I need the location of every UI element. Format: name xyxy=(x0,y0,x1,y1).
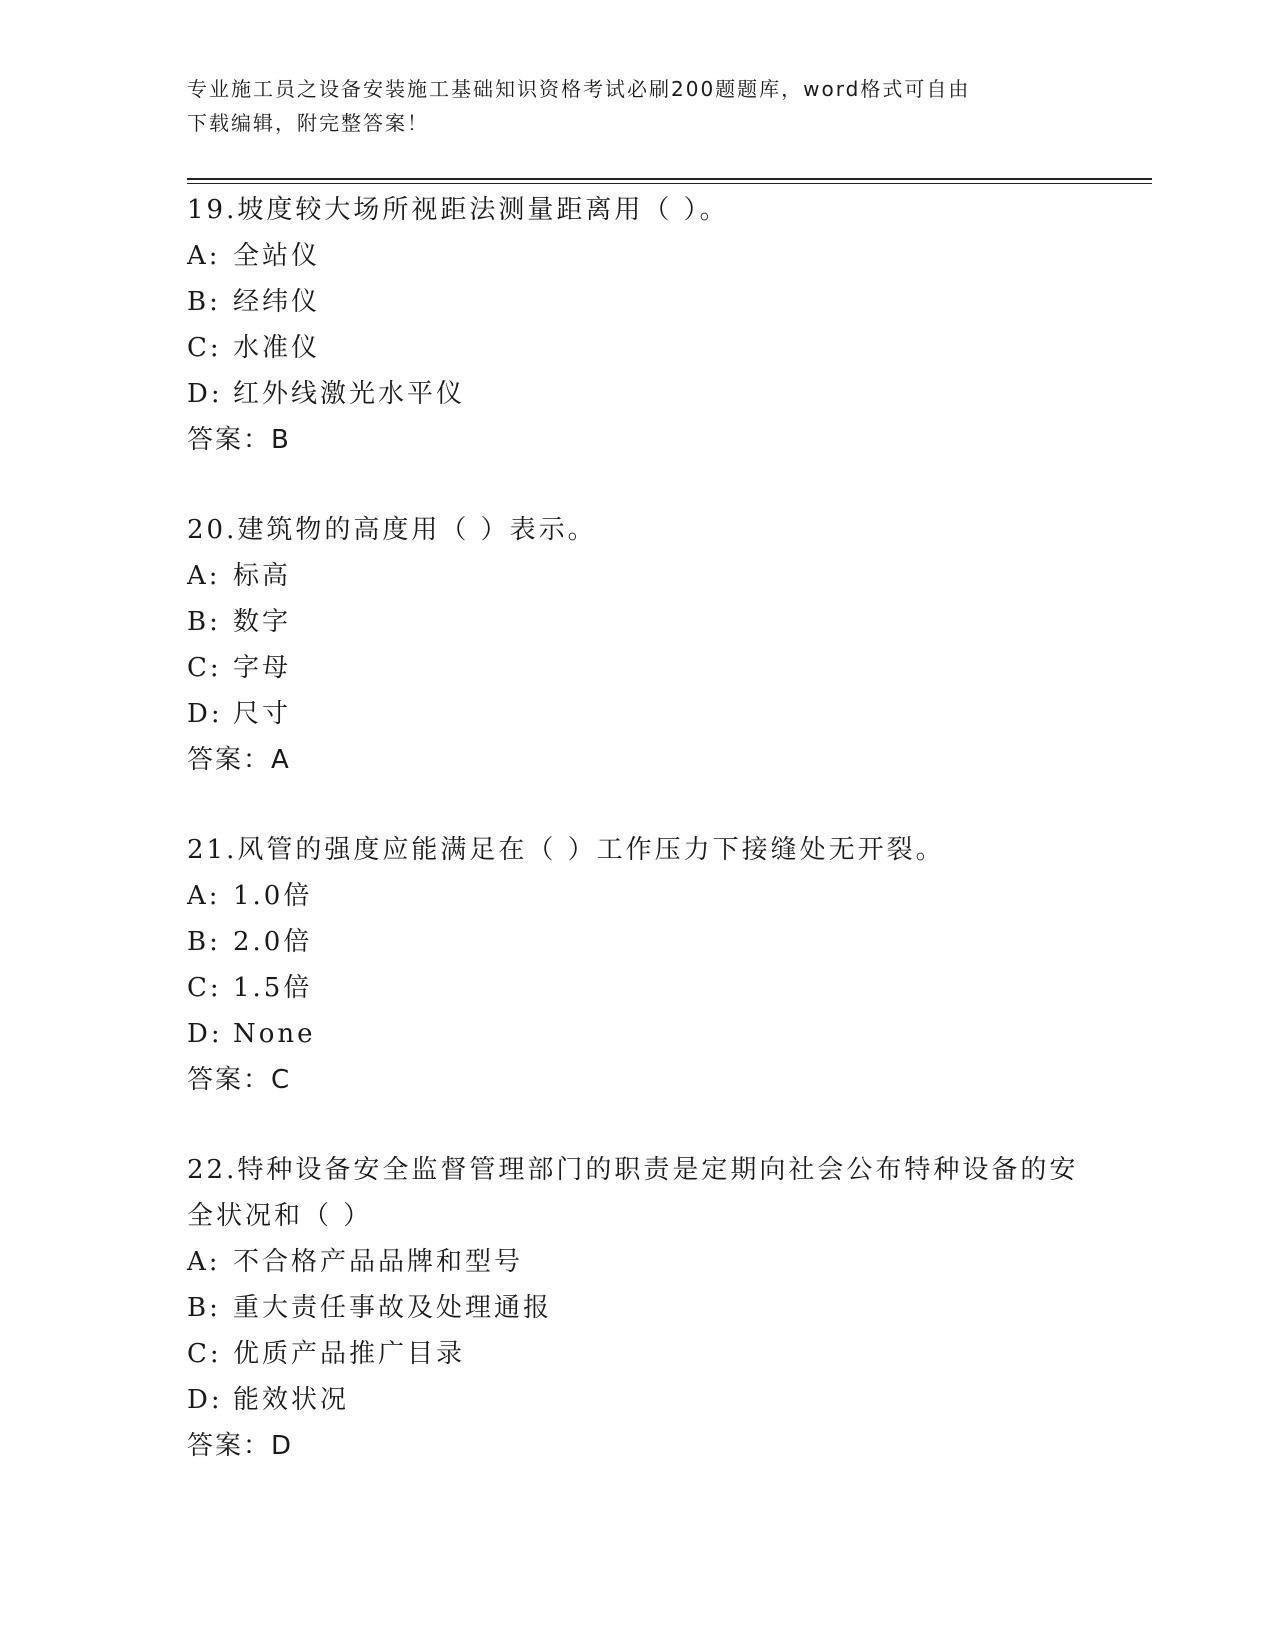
option-text: 1.0倍 xyxy=(233,881,313,911)
option-d xyxy=(187,371,1087,417)
option-c xyxy=(187,1331,1087,1377)
option-text: 水准仪 xyxy=(233,333,321,363)
option-text: 全站仪 xyxy=(233,241,321,271)
option-letter: A: xyxy=(187,1247,221,1277)
document-header xyxy=(187,72,1087,140)
option-letter: C: xyxy=(187,1339,222,1369)
option-b xyxy=(187,919,1087,965)
option-text: 经纬仪 xyxy=(233,287,321,317)
option-letter: D: xyxy=(187,1385,223,1415)
option-letter: D: xyxy=(187,699,223,729)
question-21 xyxy=(187,827,1087,1103)
header-line-2: 下载编辑，附完整答案！ xyxy=(187,111,429,135)
option-text: 不合格产品品牌和型号 xyxy=(233,1247,524,1277)
option-text: 重大责任事故及处理通报 xyxy=(233,1293,553,1323)
option-d xyxy=(187,1377,1087,1423)
option-text: 优质产品推广目录 xyxy=(233,1339,466,1369)
option-a xyxy=(187,1239,1087,1285)
option-letter: D: xyxy=(187,379,223,409)
option-text: 红外线激光水平仪 xyxy=(233,379,466,409)
option-letter: B: xyxy=(187,1293,221,1323)
question-stem: 19.坡度较大场所视距法测量距离用（ ）。 xyxy=(187,195,729,225)
option-letter: A: xyxy=(187,241,221,271)
option-text: None xyxy=(233,1019,316,1049)
option-letter: A: xyxy=(187,881,221,911)
option-letter: D: xyxy=(187,1019,223,1049)
option-text: 尺寸 xyxy=(233,699,292,729)
option-text: 2.0倍 xyxy=(233,927,313,957)
header-line-1: 专业施工员之设备安装施工基础知识资格考试必刷200题题库，word格式可自由 xyxy=(187,77,971,101)
option-text: 字母 xyxy=(233,653,292,683)
option-letter: B: xyxy=(187,927,221,957)
option-d xyxy=(187,1011,1087,1057)
option-letter: B: xyxy=(187,607,221,637)
option-a xyxy=(187,233,1087,279)
answer-line: 答案：C xyxy=(187,1065,292,1095)
option-b xyxy=(187,1285,1087,1331)
question-20 xyxy=(187,507,1087,783)
question-stem: 21.风管的强度应能满足在（ ）工作压力下接缝处无开裂。 xyxy=(187,835,945,865)
answer-line: 答案：B xyxy=(187,425,291,455)
option-a xyxy=(187,553,1087,599)
header-divider-thick xyxy=(187,178,1152,180)
answer-line: 答案：A xyxy=(187,745,291,775)
option-c xyxy=(187,325,1087,371)
question-19 xyxy=(187,187,1087,463)
option-text: 能效状况 xyxy=(233,1385,350,1415)
option-c xyxy=(187,965,1087,1011)
option-letter: A: xyxy=(187,561,221,591)
option-d xyxy=(187,691,1087,737)
question-list xyxy=(187,187,1087,1513)
option-letter: C: xyxy=(187,333,222,363)
option-text: 1.5倍 xyxy=(233,973,313,1003)
option-letter: C: xyxy=(187,973,222,1003)
option-letter: B: xyxy=(187,287,221,317)
question-stem: 20.建筑物的高度用（ ）表示。 xyxy=(187,515,597,545)
question-22 xyxy=(187,1147,1087,1469)
option-text: 标高 xyxy=(233,561,292,591)
option-text: 数字 xyxy=(233,607,292,637)
header-divider-thin xyxy=(187,183,1152,184)
option-letter: C: xyxy=(187,653,222,683)
question-stem: 22.特种设备安全监督管理部门的职责是定期向社会公布特种设备的安全状况和（ ） xyxy=(187,1155,1079,1231)
option-b xyxy=(187,279,1087,325)
answer-line: 答案：D xyxy=(187,1431,294,1461)
option-a xyxy=(187,873,1087,919)
option-c xyxy=(187,645,1087,691)
option-b xyxy=(187,599,1087,645)
